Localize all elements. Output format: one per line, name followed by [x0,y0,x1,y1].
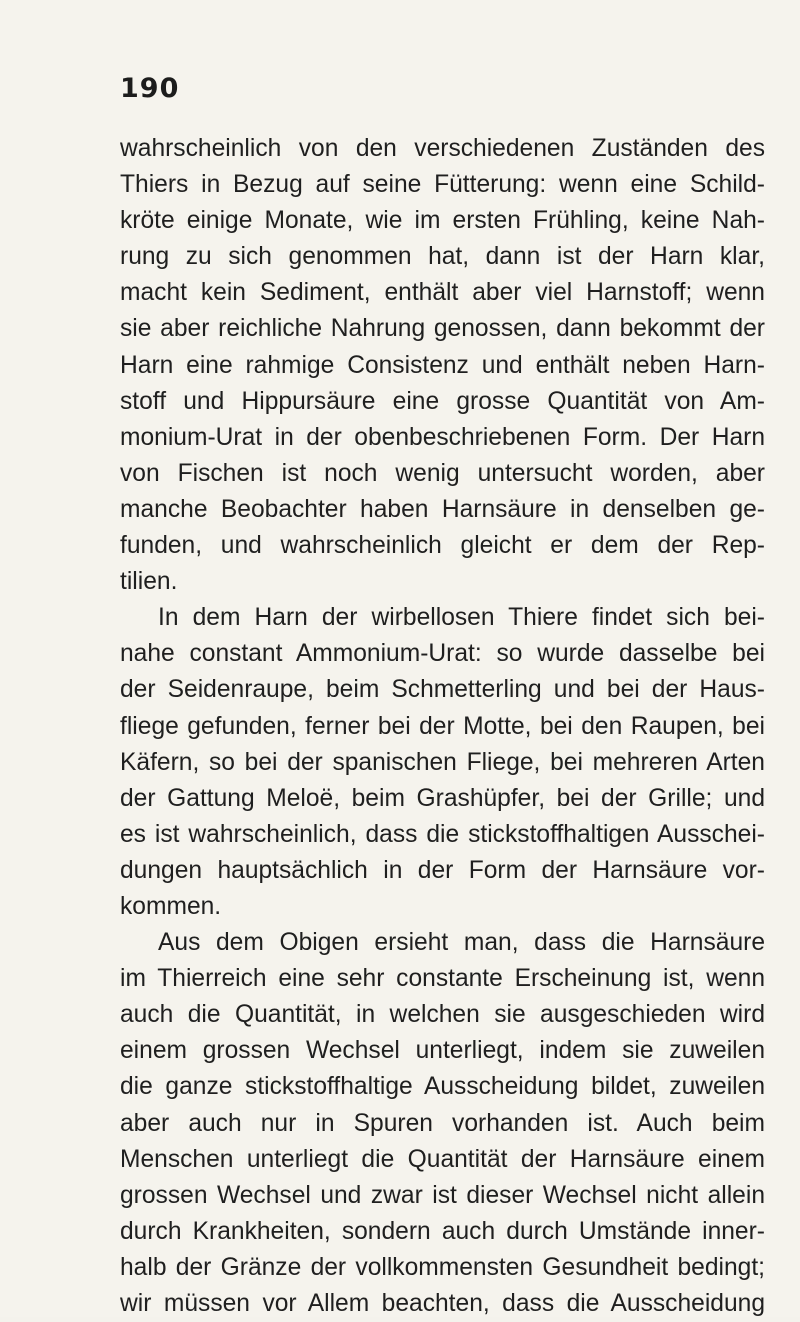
text-line: aber auch nur in Spuren vorhanden ist. Auch beim [120,1109,765,1137]
text-line: Aus dem Obigen ersieht man, dass die Harnsäure [158,929,765,957]
text-line: kröte einige Monate, wie im ersten Frühling, keine Nah- [120,207,765,235]
text-line: die ganze stickstoffhaltige Ausscheidung bildet, zuweilen [120,1073,765,1101]
body-text [120,131,765,1322]
text-line: auch die Quantität, in welchen sie ausgeschieden wird [120,1001,765,1029]
text-line: stoff und Hippursäure eine grosse Quantität von Am- [120,387,765,415]
text-line: Menschen unterliegt die Quantität der Harnsäure einem [120,1145,765,1173]
text-line: Thiers in Bezug auf seine Fütterung: wenn eine Schild- [120,171,765,199]
text-line: nahe constant Ammonium-Urat: so wurde dasselbe bei [120,640,765,668]
text-line: der Gattung Meloë, beim Grashüpfer, bei der Grille; und [120,784,765,812]
text-line: dungen hauptsächlich in der Form der Harnsäure vor- [120,856,765,884]
text-line: durch Krankheiten, sondern auch durch Umstände inner- [120,1217,765,1245]
text-line: kommen. [120,892,222,920]
text-line: monium-Urat in der obenbeschriebenen Form. Der Harn [120,423,765,451]
text-line: wahrscheinlich von den verschiedenen Zuständen des [120,135,765,162]
text-line: einem grossen Wechsel unterliegt, indem sie zuweilen [120,1037,765,1065]
text-line: macht kein Sediment, enthält aber viel Harnstoff; wenn [120,279,765,307]
text-line: grossen Wechsel und zwar ist dieser Wechsel nicht allein [120,1181,765,1209]
text-line: wir müssen vor Allem beachten, dass die Ausscheidung [120,1290,765,1317]
text-line: sie aber reichliche Nahrung genossen, dann bekommt der [120,315,765,343]
text-line: Käfern, so bei der spanischen Fliege, bei mehreren Arten [120,748,765,776]
text-line: funden, und wahrscheinlich gleicht er dem der Rep- [120,532,765,560]
text-line: im Thierreich eine sehr constante Erscheinung ist, wenn [120,965,765,993]
text-line: fliege gefunden, ferner bei der Motte, bei den Raupen, bei [120,712,765,740]
text-line: der Seidenraupe, beim Schmetterling und bei der Haus- [120,676,765,704]
text-line: In dem Harn der wirbellosen Thiere findet sich bei- [158,604,765,632]
text-line: manche Beobachter haben Harnsäure in denselben ge- [120,495,765,523]
text-line: es ist wahrscheinlich, dass die stickstoffhaltigen Ausschei- [120,820,765,848]
page-number: 190 [120,73,180,104]
text-line: rung zu sich genommen hat, dann ist der Harn klar, [120,243,765,271]
text-line: von Fischen ist noch wenig untersucht worden, aber [120,459,765,487]
text-line: halb der Gränze der vollkommensten Gesundheit bedingt; [120,1253,765,1281]
text-line: tilien. [120,568,178,596]
text-line: Harn eine rahmige Consistenz und enthält neben Harn- [120,351,765,379]
